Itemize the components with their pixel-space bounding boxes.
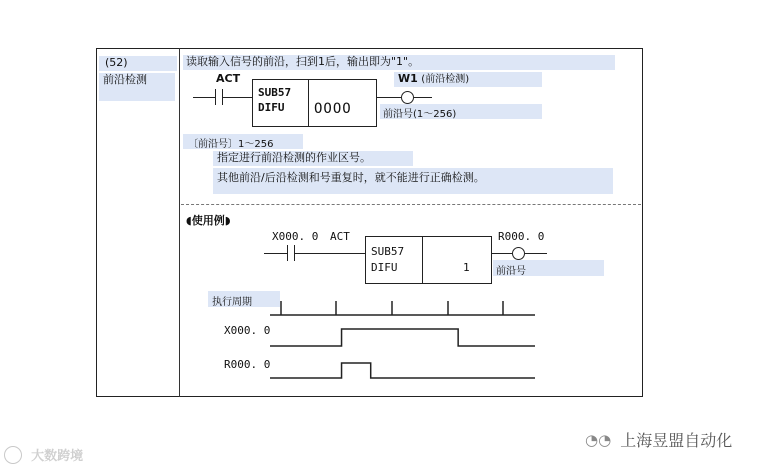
example-coil-label: R000. 0 — [498, 230, 545, 243]
timing-signal-r-label: R000. 0 — [224, 358, 271, 371]
timing-signal-x-label: X000. 0 — [224, 324, 271, 337]
param-title: 〔前沿号〕1～256 — [188, 139, 274, 150]
format-func-name: DIFU — [258, 101, 285, 114]
format-out-link — [377, 97, 401, 98]
format-coil-icon — [401, 91, 414, 104]
watermark-right: ◔◔ 上海昱盟自动化 — [585, 430, 733, 450]
row-divider — [181, 204, 641, 205]
param-line2: 其他前沿/后沿检测和号重复时，就不能进行正确检测。 — [217, 171, 485, 184]
example-rail-left — [264, 253, 287, 254]
entry-name: 前沿检测 — [103, 73, 147, 86]
format-contact-label: ACT — [216, 72, 241, 85]
format-func-box-divider — [308, 80, 309, 126]
example-out-link-right — [525, 253, 547, 254]
format-out-link-right — [414, 97, 432, 98]
example-param-value: 1 — [463, 261, 470, 274]
cycle-ticks — [281, 301, 503, 315]
example-func-code: SUB57 — [371, 245, 405, 258]
example-contact-label: X000. 0 — [272, 230, 319, 243]
watermark-logo-icon — [4, 446, 22, 464]
example-heading: ◖使用例◗ — [186, 214, 231, 227]
format-func-code: SUB57 — [258, 86, 292, 99]
entry-number-cell — [99, 56, 177, 71]
signal-r-waveform — [270, 363, 535, 378]
timing-cycle-label: 执行周期 — [212, 297, 252, 308]
param-line1: 指定进行前沿检测的作业区号。 — [217, 151, 371, 164]
example-coil-icon — [512, 247, 525, 260]
format-param-note: 前沿号(1～256) — [383, 109, 457, 120]
signal-x-waveform — [270, 329, 535, 346]
example-out-link — [492, 253, 512, 254]
example-coil-note: 前沿号 — [496, 266, 526, 277]
wechat-icon: ◔◔ — [585, 430, 612, 449]
example-contact-left — [287, 245, 288, 261]
example-act-label: ACT — [330, 230, 350, 243]
watermark-left: 大数跨境 — [4, 444, 124, 468]
timing-diagram — [270, 296, 540, 386]
example-func-name: DIFU — [371, 261, 398, 274]
description: 读取输入信号的前沿，扫到1后，输出即为"1"。 — [183, 55, 615, 70]
format-param-placeholder: OOOO — [314, 101, 352, 117]
example-func-box-divider — [422, 237, 423, 283]
format-contact-left — [215, 89, 216, 105]
format-link — [223, 97, 252, 98]
format-coil-label: W1 (前沿检测) — [398, 72, 470, 85]
entry-name-cell — [99, 73, 175, 101]
entry-number: (52) — [105, 56, 128, 69]
example-link — [295, 253, 365, 254]
format-rail-left — [193, 97, 215, 98]
column-divider — [179, 48, 180, 397]
example-func-box — [365, 236, 492, 284]
